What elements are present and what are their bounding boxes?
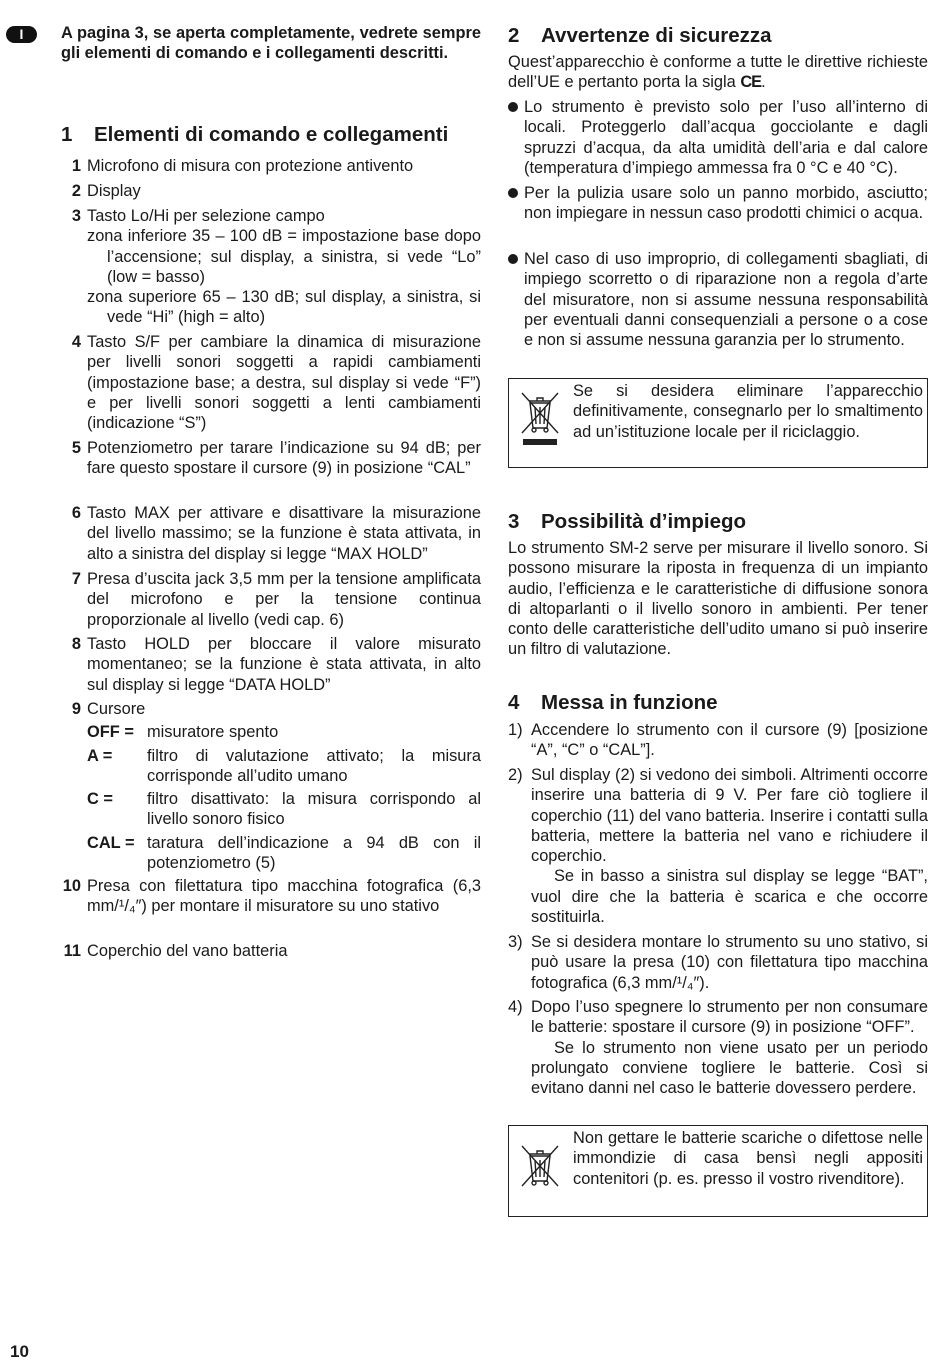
option-value: filtro di valutazione attivato; la misura corrisponde all’udito umano bbox=[147, 746, 481, 785]
step-number: 2) bbox=[508, 766, 523, 784]
disposal-notice-box bbox=[508, 378, 928, 468]
list-item bbox=[61, 181, 481, 201]
section-4-heading bbox=[508, 691, 718, 715]
section-4-number: 4 bbox=[508, 691, 520, 714]
list-item bbox=[61, 206, 481, 328]
step-item bbox=[508, 765, 928, 927]
section-3-heading bbox=[508, 510, 746, 534]
option-key: A = bbox=[87, 746, 113, 765]
item-text: Presa d’uscita jack 3,5 mm per la tensione amplificata del microfono e per la tensione continua proporzionale al livello (vedi cap. 6) bbox=[87, 570, 481, 629]
switch-option bbox=[61, 833, 481, 874]
list-item bbox=[61, 634, 481, 695]
item-number: 5 bbox=[71, 439, 81, 457]
item-subtext: zona superiore 65 – 130 dB; sul display, a sinistra, si vede “Hi” (high = alto) bbox=[87, 288, 481, 327]
option-key: CAL = bbox=[87, 833, 135, 852]
step-text: Accendere lo strumento con il cursore (9) [posizione “A”, “C” o “CAL”]. bbox=[531, 721, 928, 760]
item-subtext: zona inferiore 35 – 100 dB = impostazione base dopo l’accensione; sul display, a sinistra, si vede “Lo” (low = basso) bbox=[87, 227, 481, 286]
step-item bbox=[508, 720, 928, 761]
switch-option bbox=[61, 789, 481, 830]
switch-option bbox=[61, 746, 481, 787]
intro-note: A pagina 3, se aperta completamente, vedrete sempre gli elementi di comando e i collegamenti descritti. bbox=[61, 24, 481, 63]
item-number: 1 bbox=[71, 157, 81, 175]
crossed-bin-icon bbox=[517, 1140, 563, 1200]
item-number: 8 bbox=[71, 635, 81, 653]
list-item bbox=[61, 569, 481, 630]
step-number: 3) bbox=[508, 933, 523, 951]
section-1-number: 1 bbox=[61, 123, 73, 146]
item-text: Tasto HOLD per bloccare il valore misurato momentaneo; se la funzione è stata attivata, in alto sul display si legge “DATA HOLD” bbox=[87, 635, 481, 694]
section-4-title: Messa in funzione bbox=[541, 691, 718, 714]
item-text: Tasto S/F per cambiare la dinamica di misurazione per livelli sonori soggetti a rapidi cambiamenti (impostazione base; a destra, sul display si vede “F”) e per livelli sonori soggetti a lenti cambiamenti (indicazione “S”) bbox=[87, 333, 481, 433]
bullet-item bbox=[508, 249, 928, 350]
battery-notice-text: Non gettare le batterie scariche o difettose nelle immondizie di casa bensì negli appositi contenitori (p. es. presso il vostro rivenditore). bbox=[573, 1129, 923, 1188]
step-text: Dopo l’uso spegnere lo strumento per non consumare le batterie: spostare il cursore (9) in posizione “OFF”. bbox=[531, 998, 928, 1037]
bullet-text: Per la pulizia usare solo un panno morbido, asciutto; non impiegare in nessun caso prodotti chimici o acqua. bbox=[524, 184, 928, 223]
step-item bbox=[508, 997, 928, 1098]
list-item bbox=[61, 876, 481, 917]
list-item bbox=[61, 438, 481, 479]
item-number: 9 bbox=[71, 700, 81, 718]
step-text: Se si desidera montare lo strumento su uno stativo, si può usare la presa (10) con filettatura tipo macchina fotografica (6,3 mm/¹/₄″). bbox=[531, 933, 928, 992]
step-number: 4) bbox=[508, 998, 523, 1016]
option-key: C = bbox=[87, 790, 113, 809]
conformity-text: Quest’apparecchio è conforme a tutte le direttive richieste dell’UE e pertanto porta la sigla bbox=[508, 53, 928, 92]
disposal-notice-text: Se si desidera eliminare l’apparecchio definitivamente, consegnarlo per lo smaltimento ad un’istituzione locale per il riciclaggio. bbox=[573, 382, 923, 441]
ce-mark: CE bbox=[740, 73, 762, 92]
step-item bbox=[508, 932, 928, 993]
item-text: Display bbox=[87, 182, 141, 200]
section-2-intro bbox=[508, 52, 928, 93]
bullet-dot bbox=[508, 102, 518, 112]
option-value: misuratore spento bbox=[147, 723, 279, 742]
bullet-text: Lo strumento è previsto solo per l’uso all’interno di locali. Proteggerlo dall’acqua gocciolante e dagli spruzzi d’acqua, da alta umidità dell’aria e dal calore (temperatura d’impiego ammessa fra 0 °C e 40 °C). bbox=[524, 98, 928, 177]
bullet-dot bbox=[508, 188, 518, 198]
step-text: Sul display (2) si vedono dei simboli. Altrimenti occorre inserire una batteria di 9 V. Per fare ciò togliere il coperchio (11) del vano batteria. Inserire i contatti sulla batteria, mettere la batteria nel vano e richiudere il coperchio. bbox=[531, 766, 928, 866]
item-number: 2 bbox=[71, 182, 81, 200]
list-item bbox=[61, 941, 481, 961]
option-key: OFF = bbox=[87, 723, 134, 742]
conformity-period: . bbox=[761, 73, 766, 92]
item-text: Microfono di misura con protezione antivento bbox=[87, 157, 414, 175]
bullet-text: Nel caso di uso improprio, di collegamenti sbagliati, di impiego scorretto o di riparazione non a regola d’arte del misuratore, non si assume nessuna responsabilità per eventuali danni consequenziali a persone o a cose e non si assume nessuna garanzia per lo strumento. bbox=[524, 250, 928, 350]
item-number: 3 bbox=[71, 207, 81, 225]
section-3-title: Possibilità d’impiego bbox=[541, 510, 747, 533]
option-value: filtro disattivato: la misura corrispondo al livello sonoro fisico bbox=[147, 790, 481, 829]
item-text: Tasto MAX per attivare e disattivare la misurazione del livello massimo; se la funzione è stata attivata, in alto a sinistra del display si legge “MAX HOLD” bbox=[87, 504, 481, 563]
item-text: Coperchio del vano batteria bbox=[87, 942, 288, 960]
crossed-bin-icon bbox=[517, 387, 563, 447]
section-1-heading bbox=[61, 123, 448, 147]
list-item bbox=[61, 156, 481, 176]
section-2-heading bbox=[508, 24, 772, 48]
language-badge: I bbox=[6, 26, 37, 43]
item-text: Potenziometro per tarare l’indicazione su 94 dB; per fare questo spostare il cursore (9) in posizione “CAL” bbox=[87, 439, 481, 478]
switch-option bbox=[61, 722, 481, 742]
page-number: 10 bbox=[10, 1342, 29, 1361]
section-3-number: 3 bbox=[508, 510, 520, 533]
item-number: 7 bbox=[71, 570, 81, 588]
item-number: 10 bbox=[62, 877, 81, 895]
battery-notice-box bbox=[508, 1125, 928, 1217]
item-number: 4 bbox=[71, 333, 81, 351]
section-2-title: Avvertenze di sicurezza bbox=[541, 24, 772, 47]
bullet-item bbox=[508, 97, 928, 178]
bullet-item bbox=[508, 183, 928, 224]
step-extra-text: Se in basso a sinistra sul display se legge “BAT”, vuol dire che la batteria è scarica e che occorre sostituirla. bbox=[531, 867, 928, 927]
list-item bbox=[61, 503, 481, 564]
item-text: Presa con filettatura tipo macchina fotografica (6,3 mm/¹/₄″) per montare il misuratore su uno stativo bbox=[87, 877, 481, 916]
bullet-dot bbox=[508, 254, 518, 264]
list-item bbox=[61, 332, 481, 433]
item-number: 11 bbox=[63, 942, 81, 960]
item-text: Cursore bbox=[87, 700, 146, 718]
step-extra-text: Se lo strumento non viene usato per un periodo prolungato conviene togliere le batterie. Così si evitano danni nel caso le batterie dovessero perdere. bbox=[531, 1038, 928, 1098]
section-2-number: 2 bbox=[508, 24, 520, 47]
section-3-text: Lo strumento SM-2 serve per misurare il livello sonoro. Si possono misurare la riposta in frequenza di un impianto audio, l’efficienza e le caratteristiche di diffusione sonora di altoparlanti o il livello sonoro in ambienti. Per tener conto delle caratteristiche dell’udito umano si può inserire un filtro di valutazione. bbox=[508, 539, 928, 659]
item-text: Tasto Lo/Hi per selezione campo bbox=[87, 207, 325, 225]
option-value: taratura dell’indicazione a 94 dB con il potenziometro (5) bbox=[147, 833, 481, 873]
item-number: 6 bbox=[71, 504, 81, 522]
step-number: 1) bbox=[508, 721, 523, 739]
section-1-title: Elementi di comando e collegamenti bbox=[94, 123, 449, 146]
list-item bbox=[61, 699, 481, 873]
